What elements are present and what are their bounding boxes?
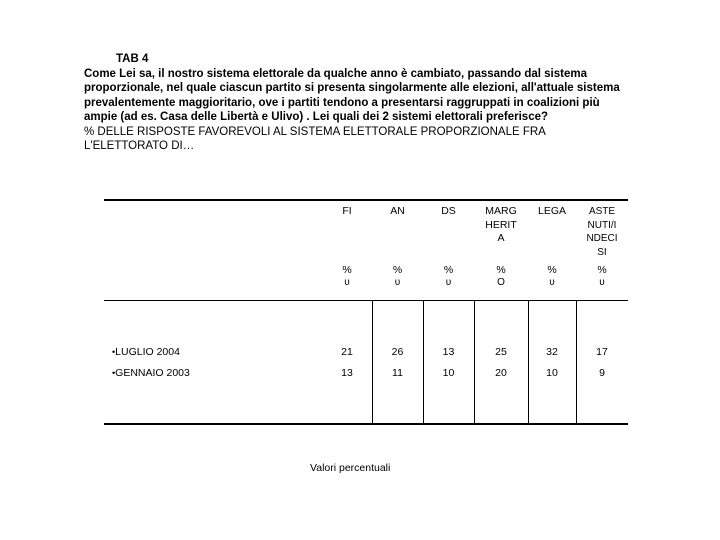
footnote: Valori percentuali: [310, 462, 391, 474]
table-top-rule: [104, 199, 628, 201]
table-cell: 26: [391, 346, 404, 358]
table-cell: 17: [596, 346, 608, 358]
column-divider: [474, 301, 475, 423]
survey-question: Come Lei sa, il nostro sistema elettorale da qualche anno è cambiato, passando dal sistema proporzionale, nel quale ciascun partito si presenta singolarmente alle elezioni, all'attuale sistema prevalentemente maggioritario, ove i partiti tendono a presentarsi raggruppati in coalizioni più ampie (ad es. Casa delle Libertà e Ulivo) . Lei quali dei 2 sistemi elettorali preferisce?: [84, 67, 620, 123]
results-table: [104, 199, 628, 426]
column-header-fi: FI: [342, 205, 352, 217]
table-header-rule: [104, 300, 628, 301]
row-label-luglio-2004: •LUGLIO 2004: [112, 346, 180, 358]
table-cell: 13: [341, 367, 353, 379]
table-cell: 25: [495, 346, 507, 358]
table-cell: 10: [442, 367, 455, 379]
table-bottom-rule: [104, 423, 628, 425]
table-cell: 20: [495, 367, 507, 379]
table-cell: 21: [341, 346, 353, 358]
percent-marker: % υ: [342, 264, 352, 288]
table-cell: 11: [392, 367, 403, 379]
column-header-an: AN: [390, 205, 405, 217]
percent-marker: % υ: [392, 264, 403, 288]
percent-marker: % Ο: [496, 264, 506, 288]
table-number: TAB 4: [116, 53, 149, 65]
row-label-gennaio-2003: •GENNAIO 2003: [112, 367, 190, 379]
column-header-astenuti-indecisi: ASTE NUTI/I NDECI SI: [586, 206, 618, 258]
column-divider: [423, 301, 424, 423]
percent-marker: % υ: [597, 264, 607, 288]
title-block: [84, 52, 624, 154]
table-cell: 13: [442, 346, 455, 358]
column-header-lega: LEGA: [537, 205, 566, 217]
table-cell: 32: [546, 346, 558, 358]
column-divider: [528, 301, 529, 423]
percent-marker: % υ: [547, 264, 557, 288]
table-cell: 9: [599, 367, 605, 379]
column-header-ds: DS: [441, 205, 456, 217]
column-divider: [372, 301, 373, 423]
column-divider: [576, 301, 577, 423]
column-header-margherita: MARG HERIT A: [485, 205, 517, 244]
table-cell: 10: [546, 367, 558, 379]
table-subtitle: % DELLE RISPOSTE FAVOREVOLI AL SISTEMA ELETTORALE PROPORZIONALE FRA L'ELETTORATO DI…: [84, 125, 546, 152]
percent-marker: % υ: [443, 264, 454, 288]
